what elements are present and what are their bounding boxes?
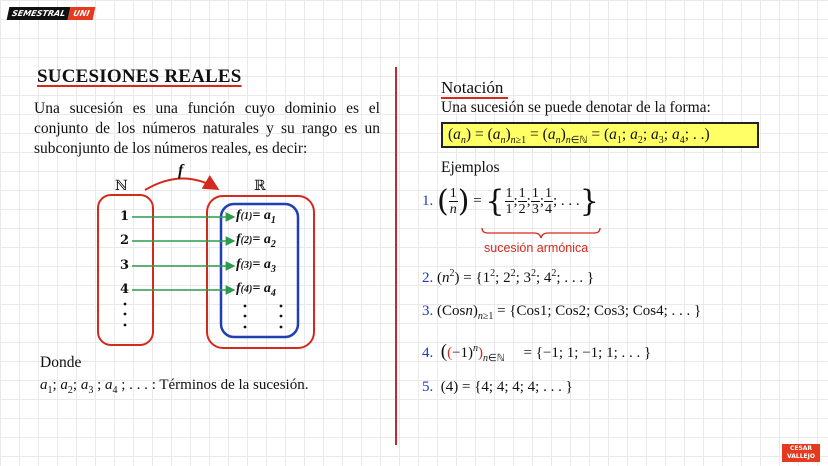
domain-item-4: 4 bbox=[120, 282, 130, 297]
badge-uni: UNI bbox=[68, 7, 95, 20]
domain-item-3: 3 bbox=[120, 258, 130, 273]
domain-item-1: 1 bbox=[120, 209, 130, 224]
notation-formula-box: $(a_n) = (a_n)_{n\ge 1} = (a_n)_{n\in ℕ} = (a_1$; $a_2$; $a_3$; $a_4$; . .) bbox=[441, 122, 759, 148]
domain-item-2: 2 bbox=[120, 233, 130, 248]
range-item-3: $f(3)= a_3$ bbox=[236, 257, 276, 275]
example-5: 5. (4) = {4; 4; 4; 4; . . . } bbox=[422, 379, 573, 395]
notation-subtitle: Una sucesión se puede denotar de la forma: bbox=[441, 99, 711, 116]
semestral-uni-badge bbox=[7, 7, 95, 20]
example-1: 1. ( $\frac{1}{n}$ ) = { $\frac{1}{1}$ ; $\frac{1}{2}$ ; $\frac{1}{3}$ ; $\frac{1}{4}$ ; . . .} bbox=[422, 184, 599, 219]
harmonic-brace bbox=[480, 226, 602, 240]
notation-title: Notación bbox=[441, 78, 504, 97]
range-item-4: $f(4)= a_4$ bbox=[236, 281, 276, 299]
harmonic-caption: sucesión armónica bbox=[484, 241, 589, 255]
naturals-symbol: ℕ bbox=[115, 178, 128, 194]
range-item-2: $f(2)= a_2$ bbox=[236, 232, 276, 250]
vertical-divider bbox=[395, 67, 397, 445]
cesar-vallejo-logo: CESAR VALLEJO bbox=[782, 444, 820, 462]
example-3: 3. $(Cosn)_{n\ge 1} = \{Cos1$; Cos2; Cos3; Cos4; . . . } bbox=[422, 303, 702, 322]
range-item-1: $f(1)= a_1$ bbox=[236, 208, 276, 226]
intro-paragraph: Una sucesión es una función cuyo dominio es el conjunto de los números naturales y su rango es un subconjunto de los números reales, es decir: bbox=[34, 100, 380, 157]
example-2: 2. $(n^2) = \{1^2$; $2^2$; $3^2$; $4^2$; . . . } bbox=[422, 268, 595, 286]
map-f-label: f bbox=[178, 162, 184, 179]
range-dots bbox=[244, 305, 283, 329]
donde-label: Donde bbox=[40, 354, 82, 371]
domain-dots bbox=[124, 303, 127, 327]
mapping-arc-arrow bbox=[145, 178, 216, 190]
badge-semestral: SEMESTRAL bbox=[7, 7, 71, 20]
page-title: SUCESIONES REALES bbox=[37, 66, 242, 87]
reals-symbol: ℝ bbox=[254, 178, 266, 194]
example-4: 4. $((-1)^n)_{n\in ℕ}$ = {−1; 1; −1; 1; . . . } bbox=[422, 341, 652, 364]
terms-line: $a_1$; $a_2$; $a_3$ ; $a_4$ ; . . . : Términos de la sucesión. bbox=[40, 377, 309, 396]
ejemplos-heading: Ejemplos bbox=[441, 159, 500, 176]
